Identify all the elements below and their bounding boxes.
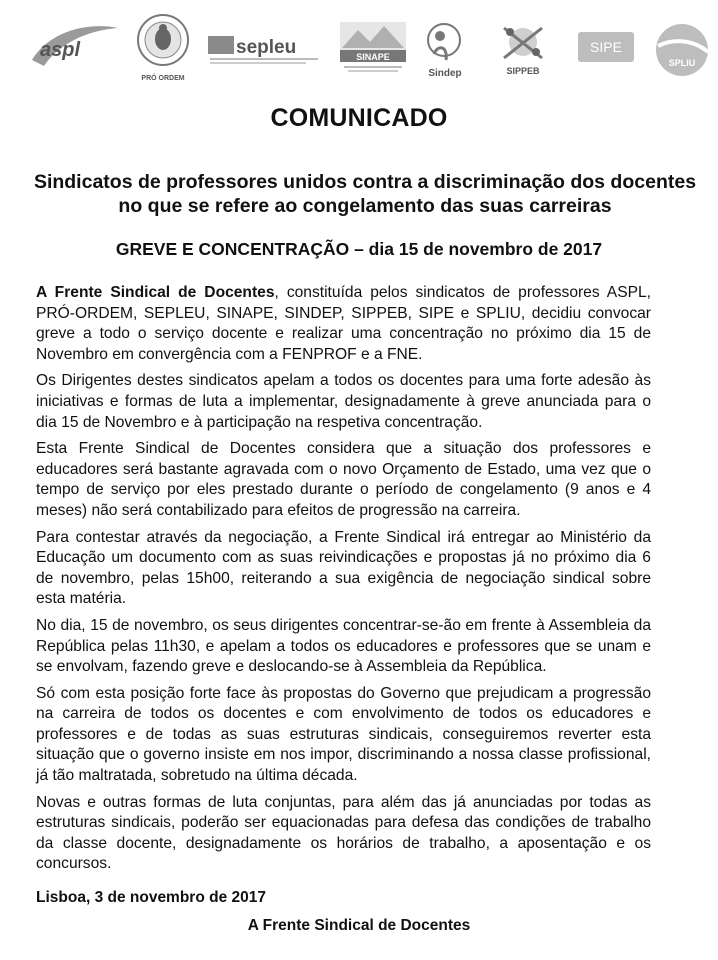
sippeb-logo [490,18,556,78]
aspl-logo-text: aspl [40,39,81,61]
intro-paragraph [36,283,651,365]
paragraph: Esta Frente Sindical de Docentes considera que a situação dos professores e educadores será bastante agravada com o novo Orçamento de Estado, uma vez que o tempo de serviço por eles prestado durante o período de congelamento (9 anos e 4 meses) não será contabilizado para efeitos de progressão na carreira. [36,440,651,519]
paragraph: Só com esta posição forte face às propostas do Governo que prejudicam a progressão na carreira de todos os docentes e com envolvimento de todos os educadores e professores e de todas as suas estruturas sindicais, conseguiremos reverter esta situação que o governo insiste em nos impor, discriminando a nossa classe profissional, já tão maltratada, sobretudo na última década. [36,684,651,785]
logo-strip [0,0,718,90]
intro-bold-lead: A Frente Sindical de Docentes [36,284,275,301]
sinape-logo-text: SINAPE [356,52,390,62]
intro-text: , constituída pelos sindicatos de professores ASPL, PRÓ-ORDEM, SEPLEU, SINAPE, SINDEP, SIPPEB, SIPE e SPLIU, decidiu convocar greve a todo o serviço docente e realizar uma concentração no próximo dia 15 de Novembro em convergência com a FENPROF e a FNE. [36,284,651,363]
paragraph: No dia, 15 de novembro, os seus dirigentes concentrar-se-ão em frente à Assembleia da República pelas 11h30, e apelam a todos os educadores e professores que se unam e se envolvam, fazendo greve e deslocando-se à Assembleia da República. [36,616,651,676]
sipe-logo-text: SIPE [590,39,622,55]
place-date: Lisboa, 3 de novembro de 2017 [36,889,266,906]
sindep-logo-text: Sindep [428,68,462,79]
pro-ordem-logo [134,12,192,84]
strike-announcement: GREVE E CONCENTRAÇÃO – dia 15 de novembro de 2017 [115,239,603,259]
document-title: COMUNICADO [270,104,448,132]
paragraph: Novas e outras formas de luta conjuntas, para além das já anunciadas por todas as estruturas sindicais, poderão ser equacionadas para defesa das condições de trabalho da classe docente, designadamente os horários de trabalho, a aposentação e os concursos. [36,793,651,873]
sindep-logo [420,20,470,80]
paragraph: Os Dirigentes destes sindicatos apelam a todos os docentes para uma forte adesão às iniciativas e formas de luta a implementar, designadamente à greve anunciada para o dia 15 de Novembro e à participação na respetiva concentração. [36,372,651,431]
paragraph: Para contestar através da negociação, a Frente Sindical irá entregar ao Ministério da Educação um documento com as suas reivindicações e propostas já no próximo dia 6 de novembro, pelas 15h00, reiterando a sua exigência de negociação sindical sobre esta matéria. [36,528,651,608]
spliu-logo-text: SPLIU [668,58,696,68]
aspl-logo [30,20,120,72]
sepleu-logo-text: sepleu [236,37,297,58]
pro-ordem-logo-text: PRÓ ORDEM [141,75,185,82]
sippeb-logo-text: SIPPEB [506,66,540,76]
signature: A Frente Sindical de Docentes [247,917,471,934]
document-subtitle: Sindicatos de professores unidos contra a discriminação dos docentes no que se refere ao congelamento das suas carreiras [33,171,697,217]
sepleu-logo [206,26,322,70]
sinape-logo [336,20,410,78]
document-body [36,283,651,881]
sipe-logo [576,30,636,64]
spliu-logo [654,22,710,78]
